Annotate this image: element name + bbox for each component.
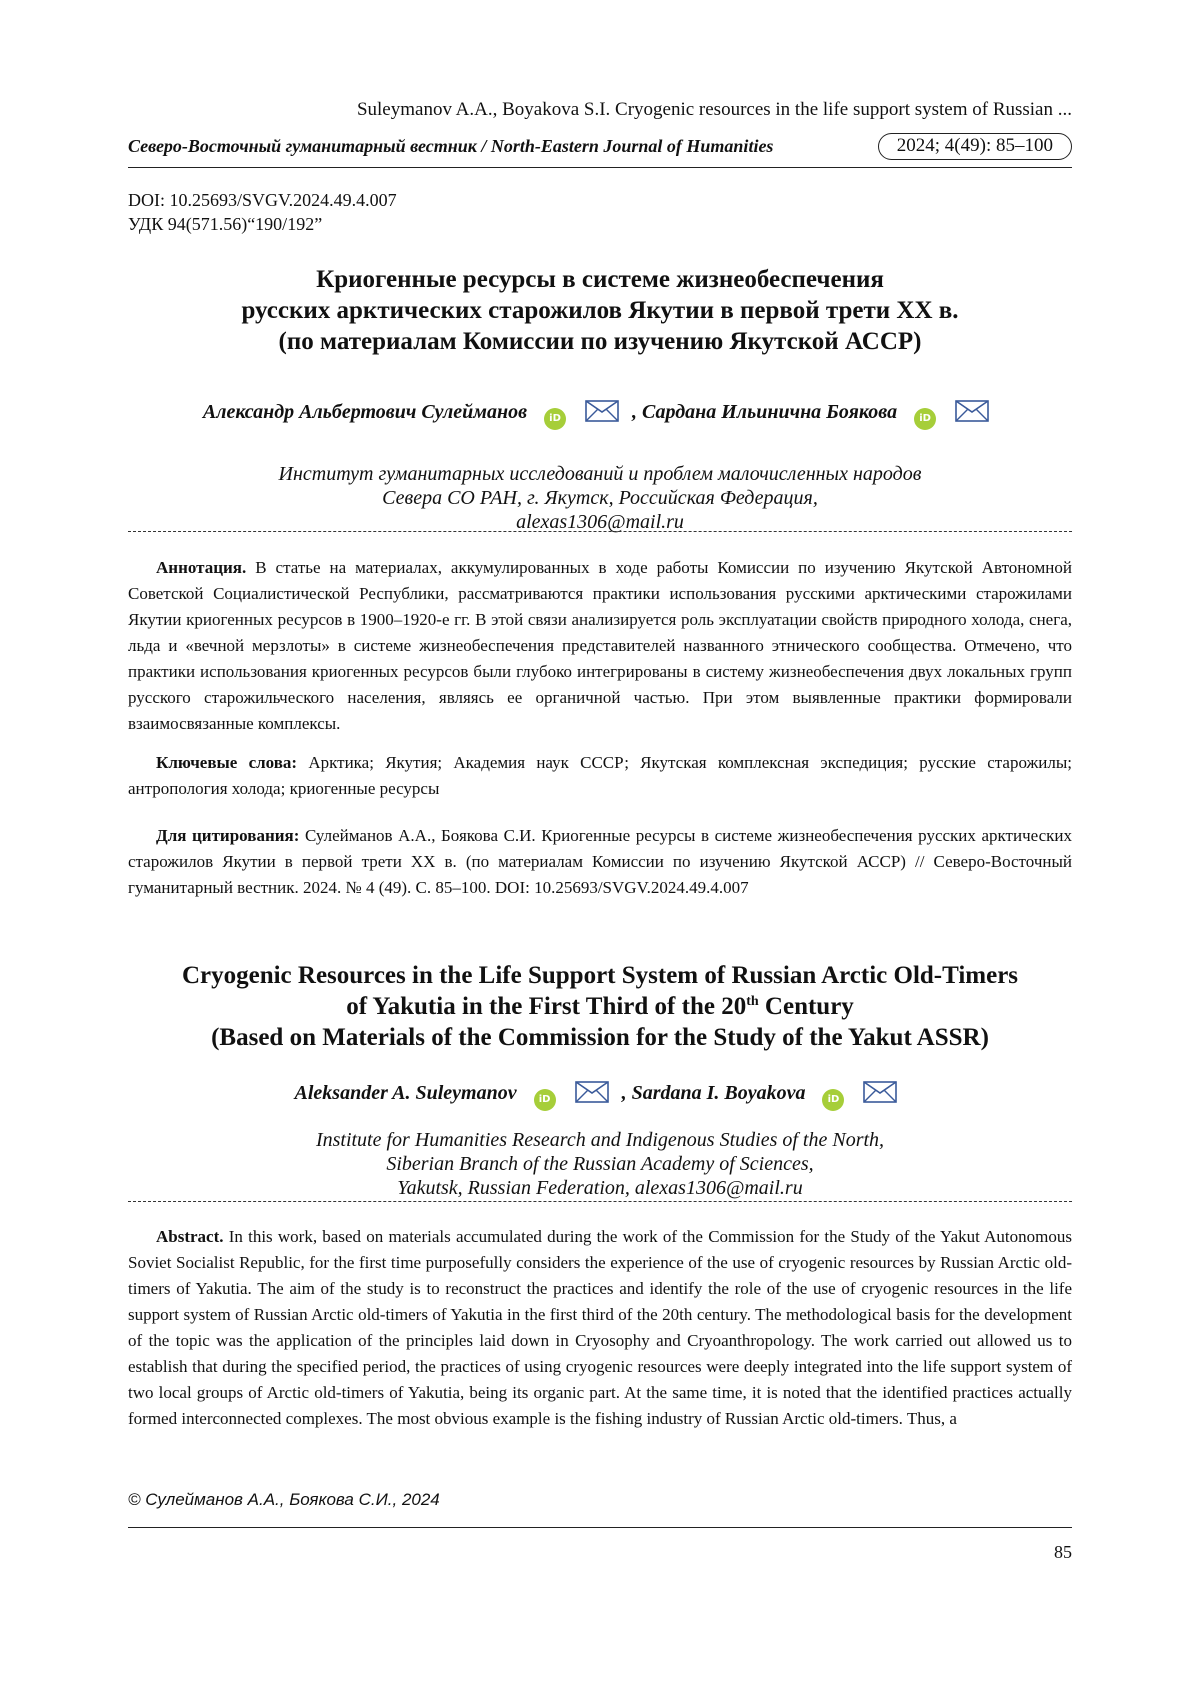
affiliation-line: Yakutsk, Russian Federation, alexas1306@mail.ru (397, 1177, 803, 1199)
footer-rule (128, 1527, 1072, 1528)
affiliation-line: Севера СО РАН, г. Якутск, Российская Федерация, (382, 487, 818, 509)
affiliation-line: Институт гуманитарных исследований и проблем малочисленных народов (278, 463, 922, 485)
orcid-icon[interactable]: iD (534, 1089, 556, 1111)
title-english (128, 960, 1072, 1053)
affiliation-line: Institute for Humanities Research and Indigenous Studies of the North, (315, 1129, 885, 1151)
affiliation-email[interactable]: alexas1306@mail.ru (516, 511, 684, 533)
mail-icon[interactable] (955, 400, 989, 422)
mail-icon[interactable] (585, 400, 619, 422)
article-identifiers (128, 188, 397, 236)
mail-icon[interactable] (575, 1081, 609, 1103)
author-ru-1: Александр Альбертович Сулейманов (202, 401, 528, 423)
issue-badge: 2024; 4(49): 85–100 (878, 133, 1072, 160)
keywords-russian (128, 750, 1072, 802)
abstract-label: Abstract. (156, 1227, 224, 1246)
title-ru-line: (по материалам Комиссии по изучению Якутской АССР) (278, 328, 922, 355)
orcid-icon[interactable]: iD (914, 408, 936, 430)
title-en-line: Cryogenic Resources in the Life Support System of Russian Arctic Old-Timers (181, 962, 1019, 989)
dashed-divider (128, 1201, 1072, 1202)
authors-russian (0, 400, 1200, 430)
affiliation-english (128, 1128, 1072, 1200)
mail-icon[interactable] (863, 1081, 897, 1103)
title-en-line (128, 991, 1072, 1022)
orcid-icon[interactable]: iD (822, 1089, 844, 1111)
abstract-text: In this work, based on materials accumulated during the work of the Commission for the Study of the Yakut Autonomous Soviet Socialist Republic, for the first time purposefully considers the experience of the use of cryogenic resources by Russian Arctic old-timers of Yakutia. The aim of the study is to reconstruct the practices and identify the role of the use of cryogenic resources in the life support system of Russian Arctic old-timers of Yakutia in the first third of the 20th century. The methodological basis for the development of the topic was the application of the principles laid down in Cryosophy and Cryoanthropology. The work carried out allowed us to establish that during the specified period, the practices of using cryogenic resources were deeply integrated into the life support system of two local groups of Arctic old-timers of Yakutia, being its organic part. At the same time, it is noted that the identified practices actually formed interconnected complexes. The most obvious example is the fishing industry of Russian Arctic old-timers. Thus, a (128, 1227, 1072, 1428)
citation-text: Сулейманов А.А., Боякова С.И. Криогенные ресурсы в системе жизнеобеспечения русских арктических старожилов Якутии в первой трети XX в. (по материалам Комиссии по изучению Якутской АССР) // Северо-Восточный гуманитарный вестник. 2024. № 4 (49). С. 85–100. DOI: 10.25693/SVGV.2024.49.4.007 (128, 826, 1073, 897)
affiliation-line: Siberian Branch of the Russian Academy of Sciences, (386, 1153, 814, 1175)
title-ru-line: Криогенные ресурсы в системе жизнеобеспечения (316, 266, 884, 293)
keywords-label: Ключевые слова: (156, 753, 298, 772)
title-ru-line: русских арктических старожилов Якутии в первой трети XX в. (241, 297, 959, 324)
udk: УДК 94(571.56)“190/192” (128, 214, 323, 234)
authors-english (0, 1081, 1200, 1111)
abstract-russian (128, 555, 1072, 737)
running-head: Suleymanov A.A., Boyakova S.I. Cryogenic resources in the life support system of Russian ... (356, 99, 1072, 120)
keywords-text: Арктика; Якутия; Академия наук СССР; Якутская комплексная экспедиция; русские старожилы; антропология холода; криогенные ресурсы (128, 753, 1072, 798)
orcid-icon[interactable]: iD (544, 408, 566, 430)
abstract-english (128, 1224, 1072, 1432)
citation-russian (128, 823, 1072, 901)
dashed-divider (128, 531, 1072, 532)
copyright: © Сулейманов А.А., Боякова С.И., 2024 (128, 1490, 440, 1509)
journal-name: Северо-Восточный гуманитарный вестник / North-Eastern Journal of Humanities (128, 136, 774, 156)
doi[interactable]: DOI: 10.25693/SVGV.2024.49.4.007 (128, 190, 397, 210)
journal-header (128, 131, 1072, 168)
author-ru-2: , Сардана Ильинична Боякова (632, 401, 898, 423)
author-en-2: , Sardana I. Boyakova (621, 1082, 806, 1104)
title-en-line2-pre: of Yakutia in the First Third of the 20 (346, 993, 747, 1020)
affiliation-russian (128, 462, 1072, 534)
title-en-superscript: th (746, 994, 759, 1009)
abstract-label: Аннотация. (156, 558, 247, 577)
page-number: 85 (1054, 1542, 1072, 1562)
title-en-line2-post: Century (758, 993, 854, 1020)
title-en-line: (Based on Materials of the Commission for the Study of the Yakut ASSR) (211, 1024, 989, 1051)
abstract-text: В статье на материалах, аккумулированных в ходе работы Комиссии по изучению Якутской Автономной Советской Социалистической Республики, рассматриваются практики использования русскими арктическими старожилами Якутии криогенных ресурсов в 1900–1920-е гг. В этой связи анализируется роль эксплуатации свойств природного холода, снега, льда и «вечной мерзлоты» в системе жизнеобеспечения представителей названного этнического сообщества. Отмечено, что практики использования криогенных ресурсов были глубоко интегрированы в систему жизнеобеспечения двух локальных групп русского старожильческого населения, являясь ее органичной частью. При этом выявленные практики формировали взаимосвязанные комплексы. (128, 558, 1072, 733)
title-russian (128, 264, 1072, 357)
author-en-1: Aleksander A. Suleymanov (294, 1082, 517, 1104)
citation-label: Для цитирования: (156, 826, 300, 845)
